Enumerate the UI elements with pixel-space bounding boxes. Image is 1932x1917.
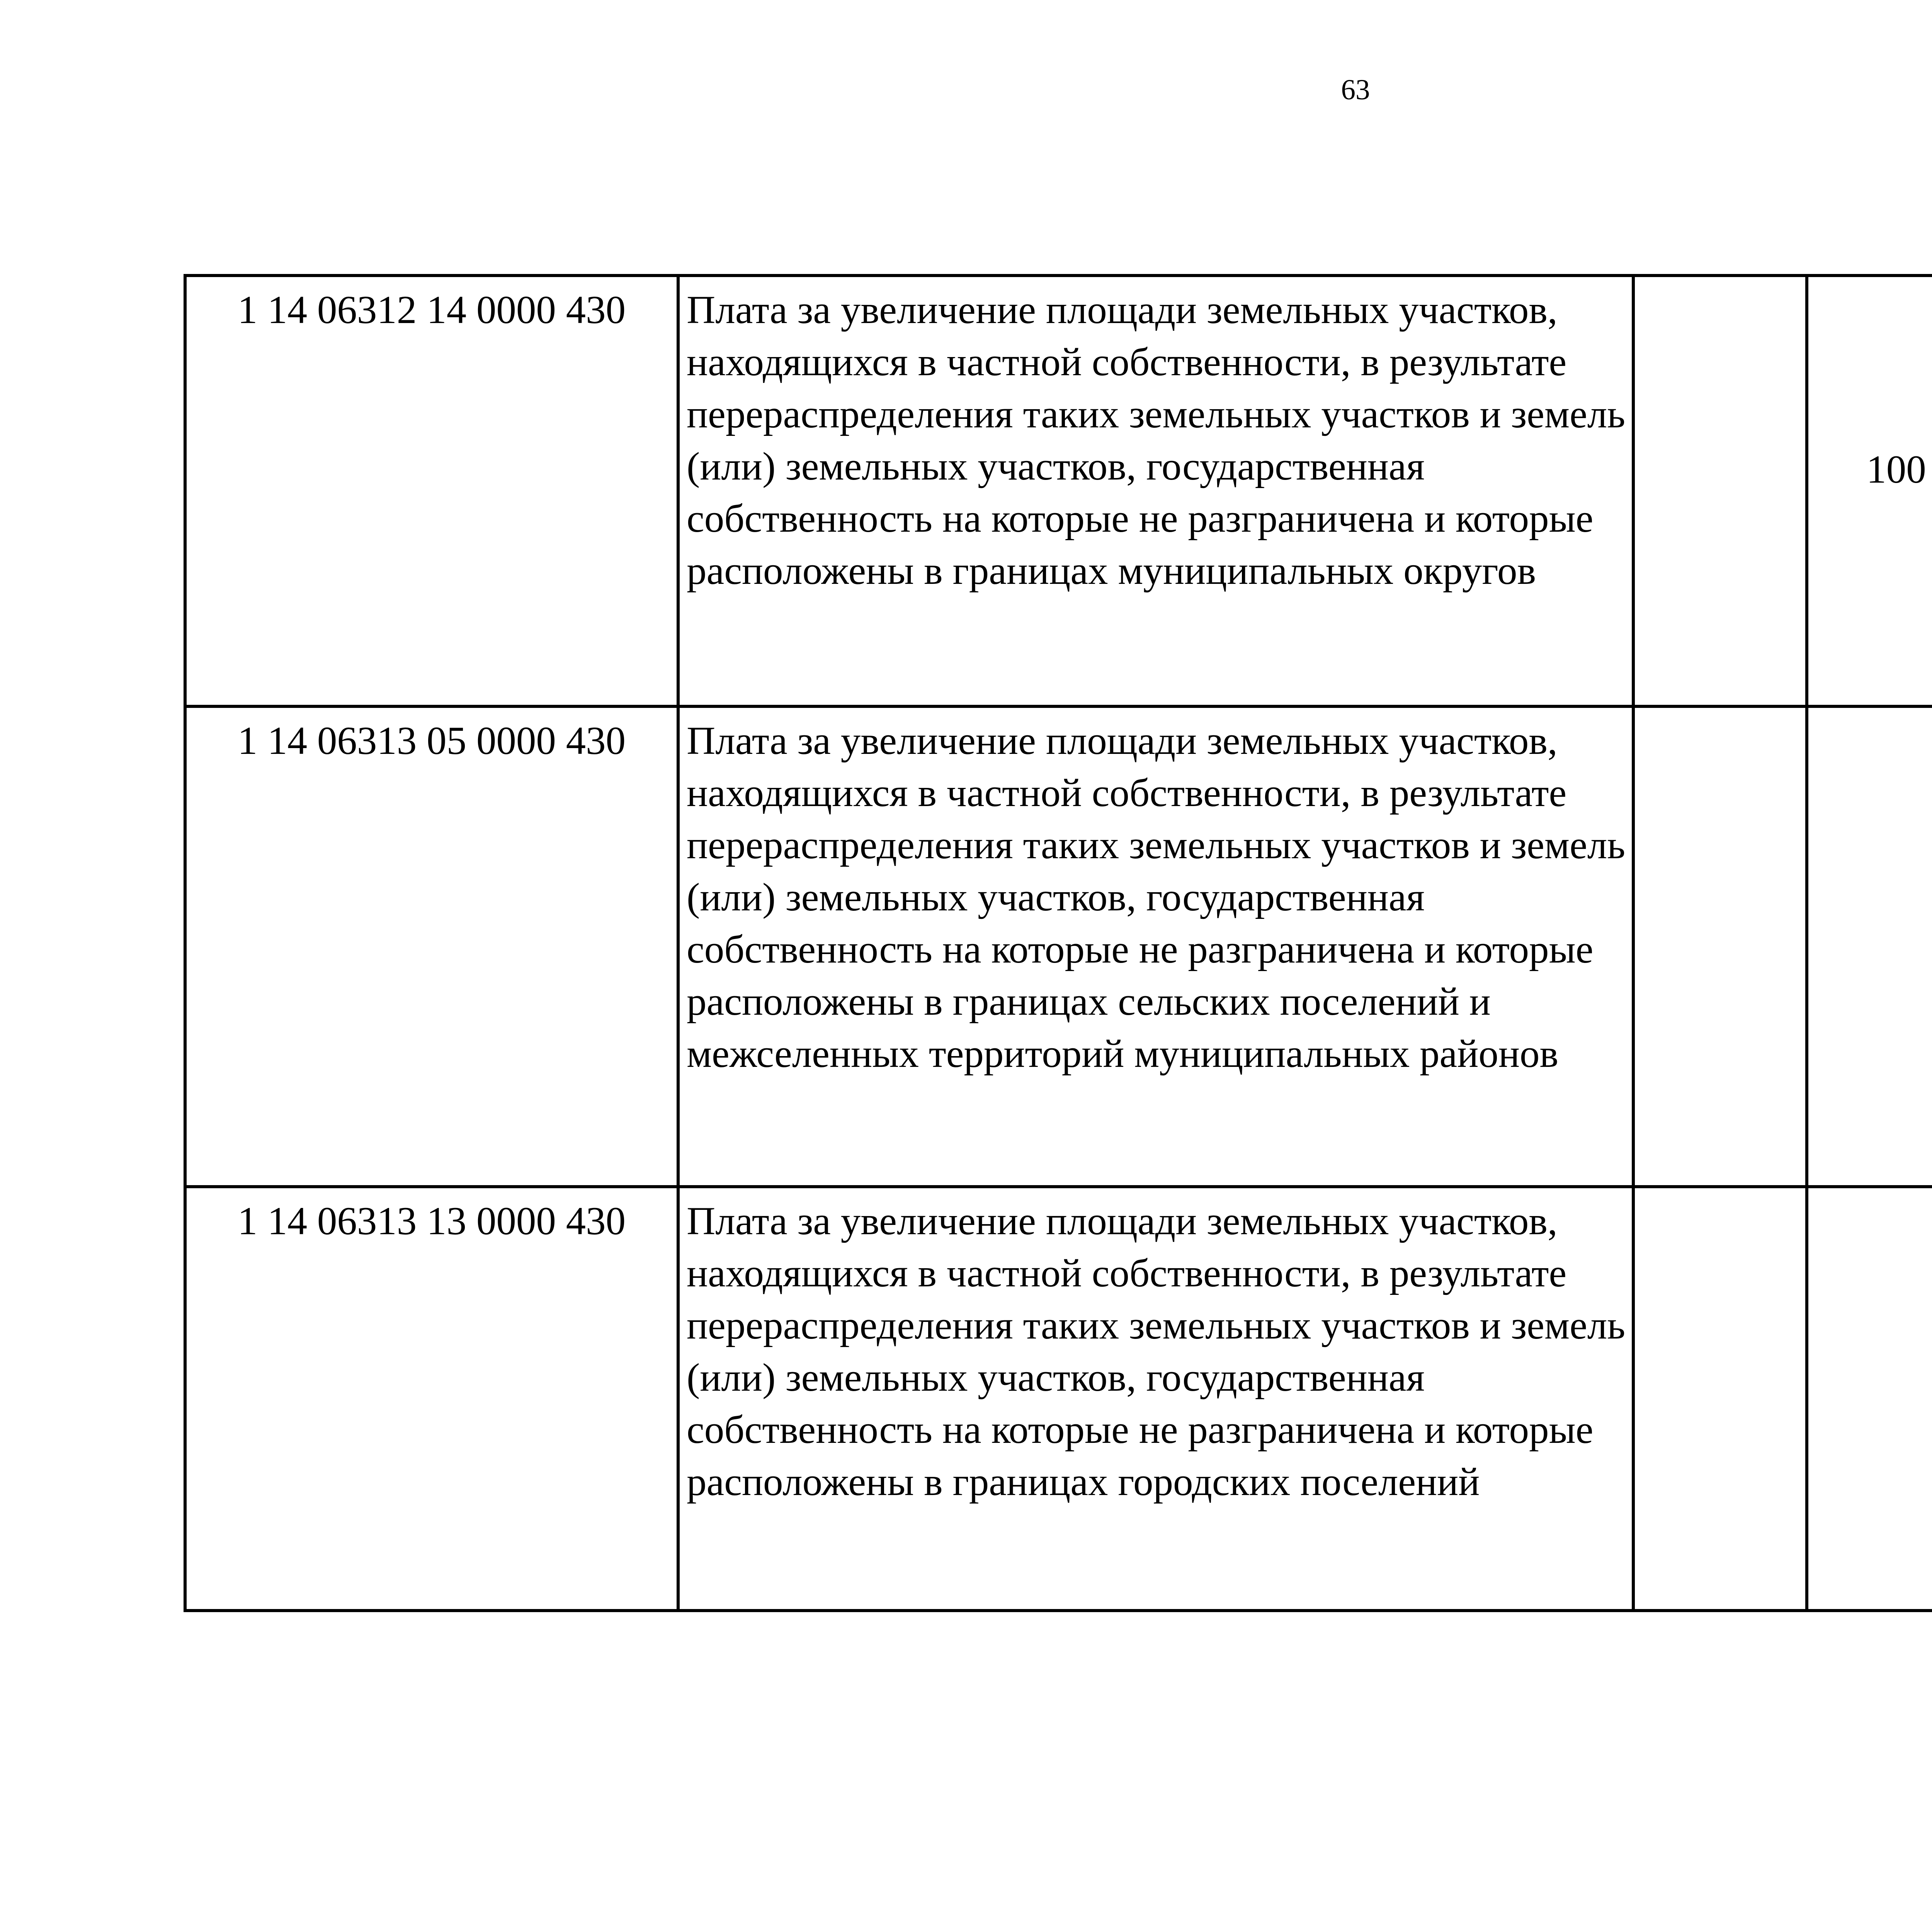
- value-cell: [1633, 276, 1807, 706]
- budget-classification-code: 1 14 06312 14 0000 430: [185, 276, 678, 706]
- revenue-distribution-table: [184, 274, 1932, 1612]
- table-row: [185, 706, 1932, 1187]
- value-cell: [1633, 706, 1807, 1187]
- table-row: [185, 1187, 1932, 1611]
- table-row: [185, 276, 1932, 706]
- revenue-description: Плата за увеличение площади земельных участков, находящихся в частной собственности, в результате перераспределения таких земельных участков и земель (или) земельных участков, государственная собственность на которые не разграничена и которые расположены в границах городских поселений: [678, 1187, 1633, 1611]
- revenue-description: Плата за увеличение площади земельных участков, находящихся в частной собственности, в результате перераспределения таких земельных участков и земель (или) земельных участков, государственная собственность на которые не разграничена и которые расположены в границах сельских поселений и межселенных территорий муниципальных районов: [678, 706, 1633, 1187]
- page-number: 63: [1341, 74, 1370, 106]
- value-cell: [1807, 706, 1932, 1187]
- value-cell: [1807, 276, 1932, 706]
- value-cell: [1807, 1187, 1932, 1611]
- budget-classification-code: 1 14 06313 05 0000 430: [185, 706, 678, 1187]
- revenue-description: Плата за увеличение площади земельных участков, находящихся в частной собственности, в результате перераспределения таких земельных участков и земель (или) земельных участков, государственная собственность на которые не разграничена и которые расположены в границах муниципальных округов: [678, 276, 1633, 706]
- value-text: 100: [1866, 447, 1926, 492]
- budget-classification-code: 1 14 06313 13 0000 430: [185, 1187, 678, 1611]
- value-cell: [1633, 1187, 1807, 1611]
